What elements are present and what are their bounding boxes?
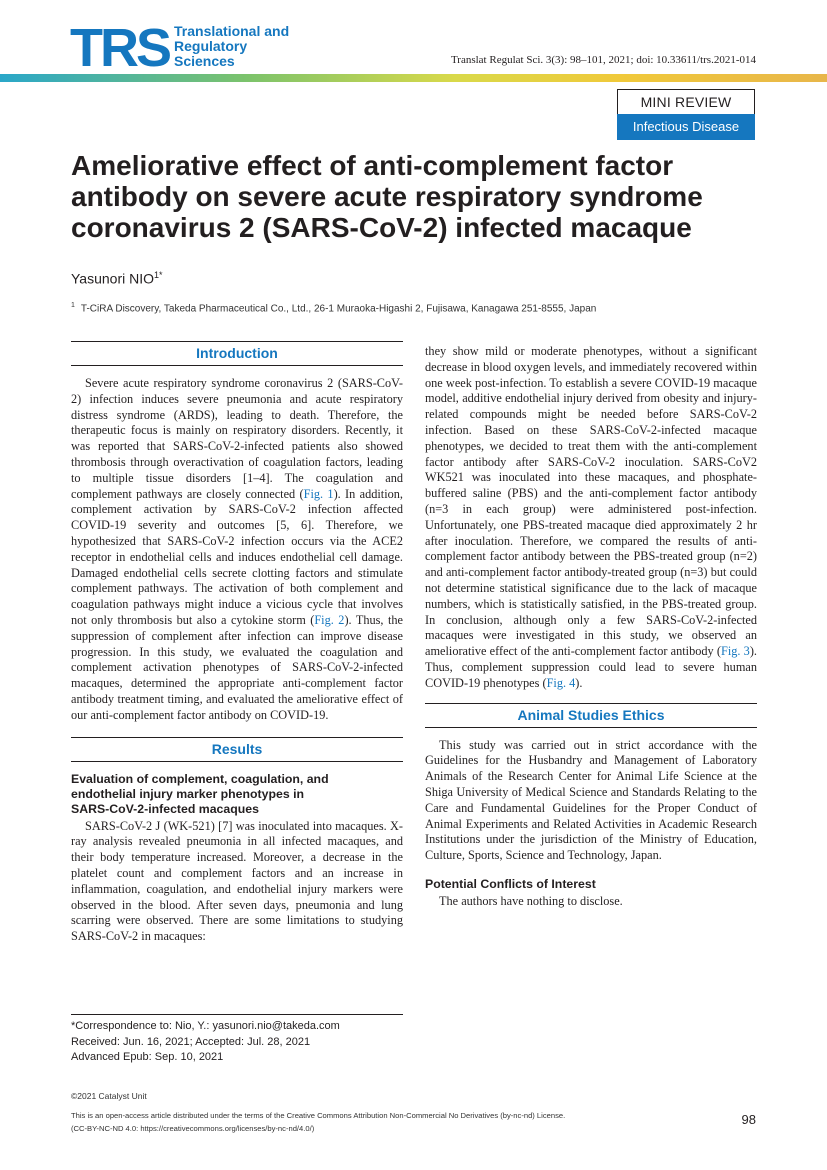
journal-name-line-1: Translational and: [174, 23, 290, 39]
intro-text-3: ). Thus, the suppression of complement after infection can improve disease progression. In this study, we evaluated the coagulation and complement activation phenotypes of SARS-CoV-2-infected macaques, determined the appropriate anti-complement factor antibody treatment timing, and evaluated the ameliorative effect of our anti-complement factor antibody on COVID-19.: [71, 612, 403, 722]
intro-text-1: Severe acute respiratory syndrome coronavirus 2 (SARS-CoV-2) infection induces severe pneumonia and acute respiratory distress syndrome (ARDS), leading to death. Therefore, the therapeutic focus is mainly on respiratory disorders. Recently, it was reported that SARS-CoV-2-infected patients also showed thrombosis through overactivation of coagulation factors, leading to multiple tissue disorders [1–4]. The coagulation and complement pathways are closely connected (: [71, 376, 403, 501]
conflicts-heading: Potential Conflicts of Interest: [425, 876, 596, 891]
section-heading-ethics: Animal Studies Ethics: [425, 703, 757, 728]
author-name: Yasunori NIO: [71, 270, 154, 287]
svg-text:TRS: TRS: [70, 22, 169, 70]
journal-name: [174, 24, 289, 69]
affiliation: [71, 302, 596, 314]
correspondence-line: *Correspondence to: Nio, Y.: yasunori.nio@takeda.com: [71, 1020, 340, 1032]
results-paragraph-2: [425, 344, 757, 692]
fig3-link[interactable]: Fig. 3: [721, 644, 750, 659]
header-gradient-bar: [0, 74, 827, 82]
fig1-link[interactable]: Fig. 1: [303, 486, 334, 501]
results-text-4: ).: [575, 675, 583, 690]
epub-line: Advanced Epub: Sep. 10, 2021: [71, 1051, 224, 1063]
results-text-3: ). Thus, complement suppression could lead to severe human COVID-19 phenotypes (: [425, 644, 757, 690]
intro-text-2: ). In addition, complement activation by SARS-CoV-2 infection affected COVID-19 severity and outcomes [5, 6]. Therefore, we hypothesized that SARS-CoV-2 infection occurs via the ACE2 receptor in endothelial cells and induces endothelial cell damage. Damaged endothelial cells secrete clotting factors and stimulate complement pathways. The activation of both complement and coagulation pathways might induce a vicious cycle that involves not only thrombosis but also a cytokine storm (: [71, 486, 403, 627]
license-link[interactable]: (CC-BY-NC-ND 4.0: https://creativecommons.org/licenses/by-nc-nd/4.0/): [71, 1124, 315, 1133]
right-column: [425, 344, 757, 910]
results-paragraph-1: SARS-CoV-2 J (WK-521) [7] was inoculated into macaques. X-ray analysis revealed pneumonia in all infected macaques, and their body temperature increased. Moreover, a decrease in the platelet count and complement factors and an increase in inflammation, coagulation, and endothelial injury markers were observed in the blood. After seven days, pneumonia and lung scarring were observed. There are some limitations to studying SARS-CoV-2 in macaques:: [71, 818, 403, 944]
article-title: Ameliorative effect of anti-complement factor antibody on severe acute respiratory syndrome coronavirus 2 (SARS-CoV-2) infected macaque: [71, 150, 703, 243]
journal-name-line-3: Sciences: [174, 53, 235, 69]
results-text-2: they show mild or moderate phenotypes, without a significant decrease in blood oxygen levels, and immediately recovered within one week post-infection. To establish a severe COVID-19 macaque model, additive endothelial injury derived from obesity and injury-related compounds might be needed before SARS-CoV-2 infection. Based on these SARS-CoV-2-infected macaque phenotypes, we decided to treat them with the anti-complement factor antibody after SARS-CoV-2 inoculation. SARS-CoV2 WK521 was inoculated into these macaques, and phosphate-buffered saline (PBS) and the anti-complement factor antibody (n=3 in each group) were administered post-infection. Unfortunately, one PBS-treated macaque died approximately 2 hr after inoculation. Therefore, we compared the results of anti-complement factor antibody between the PBS-treated group (n=2) and anti-complement factor antibody-treated group (n=3) but could not determine statistical significance due to the lack of macaque numbers, which is statistically satisfied, in the PBS-treated group. In conclusion, although only a few SARS-CoV-2-infected macaques were investigated in this study, we observed an ameliorative effect of the anti-complement factor antibody (: [425, 344, 757, 659]
conflicts-paragraph: The authors have nothing to disclose.: [439, 893, 623, 908]
ethics-paragraph: This study was carried out in strict accordance with the Guidelines for the Husbandry and Management of Laboratory Animals of the Research Center for Animal Life Science at the Shiga University of Medical Science and Standards Relating to the Care and Fundamental Guidelines for the Proper Conduct of Animal Experiments and Related Activities in Academic Research Institutions under the jurisdiction of the Ministry of Education, Culture, Sports, Science and Technology, Japan.: [425, 737, 757, 863]
left-column: [71, 341, 403, 945]
copyright: ©2021 Catalyst Unit: [71, 1091, 147, 1101]
citation-line: Translat Regulat Sci. 3(3): 98–101, 2021; doi: 10.33611/trs.2021-014: [450, 54, 756, 66]
fig2-link[interactable]: Fig. 2: [314, 612, 345, 627]
affiliation-text: T-CiRA Discovery, Takeda Pharmaceutical Co., Ltd., 26-1 Muraoka-Higashi 2, Fujisawa, Kanagawa 251-8555, Japan: [80, 303, 597, 315]
author-marks: 1*: [154, 270, 163, 280]
correspondence-block: [71, 1014, 403, 1066]
category-badge: Infectious Disease: [617, 114, 755, 140]
results-subheading: Evaluation of complement, coagulation, and endothelial injury marker phenotypes in SARS-CoV-2-infected macaques: [71, 771, 329, 816]
section-heading-introduction: Introduction: [71, 341, 403, 366]
trs-logo-mark: [70, 22, 170, 70]
author-line: [71, 270, 163, 287]
license-text: This is an open-access article distributed under the terms of the Creative Commons Attribution Non-Commercial No Derivatives (by-nc-nd) License.: [71, 1111, 566, 1120]
intro-paragraph: [71, 376, 403, 724]
section-heading-results: Results: [71, 737, 403, 762]
received-line: Received: Jun. 16, 2021; Accepted: Jul. 28, 2021: [71, 1035, 311, 1048]
fig4-link[interactable]: Fig. 4: [546, 675, 576, 690]
article-type-badge: MINI REVIEW: [617, 89, 755, 115]
journal-name-line-2: Regulatory: [174, 38, 248, 54]
page-number: 98: [741, 1112, 756, 1127]
journal-logo: [70, 22, 310, 72]
affiliation-mark: 1: [71, 302, 75, 309]
